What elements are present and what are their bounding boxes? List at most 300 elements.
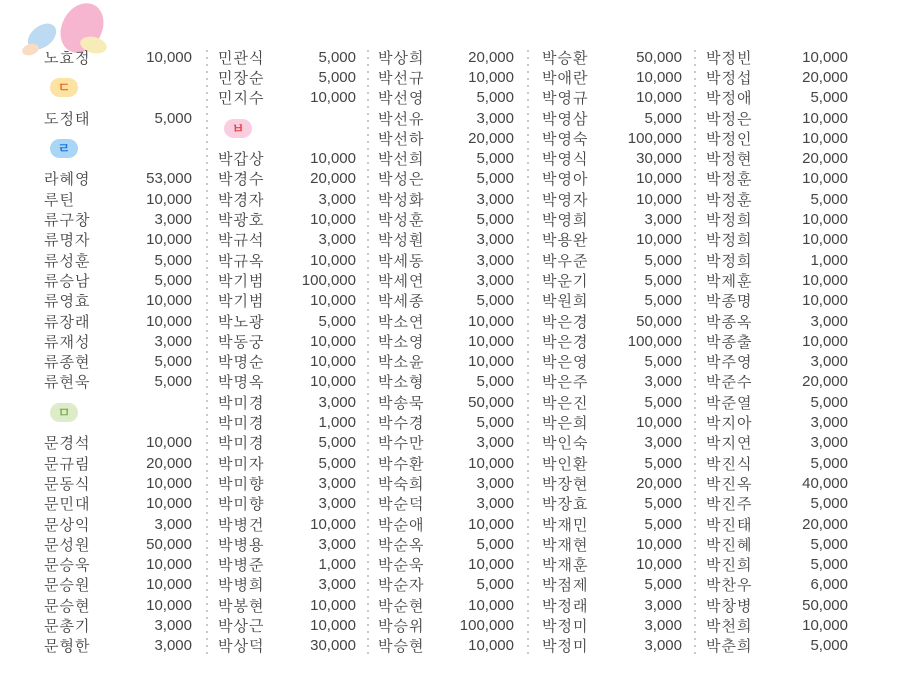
donation-amount: 5,000	[644, 251, 682, 269]
donor-name: 박미자	[218, 455, 265, 473]
donor-row	[542, 270, 682, 290]
donor-row	[378, 372, 514, 392]
donor-row	[542, 230, 682, 250]
donor-row	[542, 169, 682, 189]
dotted-column-separator	[367, 50, 369, 656]
donor-name: 박춘희	[706, 638, 753, 656]
donor-name: 박은희	[542, 415, 589, 433]
donor-name: 박성화	[378, 191, 425, 209]
donation-amount: 3,000	[318, 231, 356, 249]
donation-amount: 10,000	[146, 190, 192, 208]
donation-amount: 10,000	[146, 292, 192, 310]
donation-amount: 10,000	[310, 617, 356, 635]
donor-row	[218, 149, 356, 169]
donor-name: 박순옥	[378, 536, 425, 554]
section-badge	[44, 67, 192, 108]
donor-row	[706, 453, 848, 473]
donation-amount: 3,000	[476, 251, 514, 269]
donor-row	[542, 595, 682, 615]
donor-row	[542, 250, 682, 270]
donation-amount: 10,000	[146, 596, 192, 614]
donation-amount: 5,000	[810, 637, 848, 655]
donor-row	[44, 473, 192, 493]
donation-amount: 3,000	[476, 109, 514, 127]
donor-row	[378, 250, 514, 270]
donor-row	[44, 270, 192, 290]
donor-name: 박소윤	[378, 354, 425, 372]
donation-amount: 10,000	[636, 535, 682, 553]
donor-name: 박순현	[378, 597, 425, 615]
donation-amount: 50,000	[636, 48, 682, 66]
donor-name: 박창병	[706, 597, 753, 615]
donation-amount: 10,000	[468, 454, 514, 472]
donation-amount: 5,000	[476, 373, 514, 391]
donor-row	[218, 636, 356, 656]
donor-row	[44, 331, 192, 351]
donor-row	[542, 453, 682, 473]
donor-row	[706, 108, 848, 128]
donation-amount: 10,000	[310, 292, 356, 310]
donor-row	[706, 514, 848, 534]
donor-row	[378, 555, 514, 575]
donor-name: 박명옥	[218, 374, 265, 392]
donor-name: 박정훈	[706, 171, 753, 189]
donation-amount: 10,000	[310, 251, 356, 269]
donor-name: 박은경	[542, 333, 589, 351]
donation-amount: 3,000	[476, 190, 514, 208]
donation-amount: 3,000	[644, 617, 682, 635]
donor-row	[378, 291, 514, 311]
donor-name: 박선희	[378, 151, 425, 169]
donor-name: 박정섭	[706, 69, 753, 87]
donation-amount: 5,000	[318, 48, 356, 66]
donation-amount: 20,000	[802, 68, 848, 86]
donor-name: 문규림	[44, 455, 91, 473]
donation-amount: 5,000	[644, 271, 682, 289]
donor-name: 박상희	[378, 49, 425, 67]
section-badge	[218, 108, 356, 149]
donor-row	[218, 575, 356, 595]
donation-amount: 5,000	[644, 515, 682, 533]
donor-row	[378, 128, 514, 148]
donor-name: 박승환	[542, 49, 589, 67]
donation-amount: 10,000	[636, 414, 682, 432]
donor-name: 박미향	[218, 475, 265, 493]
section-badge	[44, 128, 192, 169]
dotted-column-separator	[527, 50, 529, 656]
donation-amount: 3,000	[318, 393, 356, 411]
donor-name: 박선영	[378, 90, 425, 108]
donor-name: 박순자	[378, 577, 425, 595]
donor-name: 박상근	[218, 618, 265, 636]
donation-amount: 10,000	[146, 312, 192, 330]
donor-name: 박명순	[218, 354, 265, 372]
donor-name: 박수환	[378, 455, 425, 473]
donor-name: 박송묵	[378, 394, 425, 412]
donor-row	[706, 149, 848, 169]
donor-row	[706, 270, 848, 290]
donor-name: 문승원	[44, 577, 91, 595]
donor-row	[44, 189, 192, 209]
donation-amount: 5,000	[810, 556, 848, 574]
donation-amount: 100,000	[459, 617, 514, 635]
donation-amount: 1,000	[810, 251, 848, 269]
donation-amount: 3,000	[476, 231, 514, 249]
donor-row	[706, 311, 848, 331]
donor-row	[218, 230, 356, 250]
donor-name: 박찬우	[706, 577, 753, 595]
donor-name: 박용완	[542, 232, 589, 250]
dotted-column-separator	[694, 50, 696, 656]
donation-amount: 5,000	[644, 109, 682, 127]
donor-row	[706, 209, 848, 229]
donation-amount: 10,000	[802, 271, 848, 289]
donor-name: 박정희	[706, 212, 753, 230]
dotted-column-separator	[206, 50, 208, 656]
donor-row	[218, 291, 356, 311]
donation-amount: 30,000	[310, 637, 356, 655]
donation-amount: 5,000	[476, 414, 514, 432]
donor-row	[706, 636, 848, 656]
donor-name: 박승현	[378, 638, 425, 656]
donation-amount: 10,000	[468, 353, 514, 371]
donor-row	[706, 47, 848, 67]
donation-amount: 5,000	[476, 89, 514, 107]
donation-amount: 20,000	[146, 454, 192, 472]
donor-row	[706, 169, 848, 189]
donor-row	[706, 88, 848, 108]
donation-amount: 100,000	[301, 271, 356, 289]
donation-amount: 20,000	[468, 48, 514, 66]
donor-name: 박기범	[218, 272, 265, 290]
donation-amount: 10,000	[636, 89, 682, 107]
donation-amount: 10,000	[636, 556, 682, 574]
donation-amount: 5,000	[154, 109, 192, 127]
donor-row	[218, 555, 356, 575]
donation-amount: 1,000	[318, 556, 356, 574]
donor-name: 박정애	[706, 90, 753, 108]
donor-row	[218, 514, 356, 534]
donation-amount: 5,000	[644, 454, 682, 472]
donor-name: 박광호	[218, 212, 265, 230]
donation-amount: 10,000	[146, 474, 192, 492]
donor-name: 박재현	[542, 536, 589, 554]
donor-row	[542, 534, 682, 554]
donor-row	[542, 494, 682, 514]
section-badge-label: ㄷ	[50, 78, 78, 97]
donor-name: 박지아	[706, 415, 753, 433]
donor-column	[706, 47, 848, 656]
donor-name: 박은영	[542, 354, 589, 372]
donation-amount: 20,000	[802, 373, 848, 391]
donor-name: 류장래	[44, 313, 91, 331]
donation-amount: 20,000	[802, 150, 848, 168]
donor-column	[542, 47, 682, 656]
donor-name: 민장순	[218, 69, 265, 87]
donor-name: 박상덕	[218, 638, 265, 656]
donor-name: 도정태	[44, 110, 91, 128]
donor-name: 박순애	[378, 516, 425, 534]
donor-row	[44, 209, 192, 229]
donation-amount: 5,000	[810, 89, 848, 107]
donation-amount: 10,000	[468, 556, 514, 574]
donor-row	[542, 331, 682, 351]
donor-row	[706, 534, 848, 554]
donor-name: 박영자	[542, 191, 589, 209]
donor-row	[218, 270, 356, 290]
donor-name: 민관식	[218, 49, 265, 67]
donation-amount: 50,000	[636, 312, 682, 330]
donation-amount: 20,000	[636, 474, 682, 492]
donor-name: 박병준	[218, 557, 265, 575]
donor-name: 박인환	[542, 455, 589, 473]
donor-row	[378, 88, 514, 108]
donation-amount: 10,000	[310, 211, 356, 229]
section-badge-label: ㄹ	[50, 139, 78, 158]
donor-name: 박규옥	[218, 252, 265, 270]
donation-amount: 10,000	[636, 170, 682, 188]
donor-row	[378, 47, 514, 67]
donor-row	[378, 615, 514, 635]
donor-row	[44, 433, 192, 453]
donor-name: 박순덕	[378, 496, 425, 514]
donor-row	[218, 169, 356, 189]
donation-amount: 50,000	[146, 535, 192, 553]
donor-name: 박미경	[218, 394, 265, 412]
donor-row	[542, 128, 682, 148]
donor-name: 박승위	[378, 618, 425, 636]
donation-amount: 5,000	[476, 292, 514, 310]
donation-amount: 5,000	[644, 576, 682, 594]
donor-name: 박성훈	[378, 212, 425, 230]
donation-amount: 5,000	[476, 170, 514, 188]
donor-name: 박진옥	[706, 475, 753, 493]
donation-amount: 5,000	[810, 190, 848, 208]
donor-name: 문총기	[44, 618, 91, 636]
donor-row	[218, 453, 356, 473]
donor-name: 류영효	[44, 293, 91, 311]
donation-amount: 40,000	[802, 474, 848, 492]
donor-row	[706, 67, 848, 87]
donor-name: 박영규	[542, 90, 589, 108]
donor-name: 문성원	[44, 536, 91, 554]
donor-row	[706, 372, 848, 392]
donation-amount: 5,000	[154, 353, 192, 371]
donor-row	[542, 291, 682, 311]
donor-row	[44, 311, 192, 331]
donor-row	[44, 230, 192, 250]
donor-name: 박영숙	[542, 130, 589, 148]
donor-name: 박정빈	[706, 49, 753, 67]
donor-row	[706, 392, 848, 412]
donor-row	[218, 392, 356, 412]
donor-row	[706, 128, 848, 148]
donation-amount: 3,000	[154, 332, 192, 350]
donor-name: 박미향	[218, 496, 265, 514]
donor-row	[218, 352, 356, 372]
donor-row	[378, 595, 514, 615]
donor-name: 박선하	[378, 130, 425, 148]
donor-row	[218, 331, 356, 351]
donation-amount: 5,000	[318, 312, 356, 330]
donation-amount: 5,000	[644, 495, 682, 513]
donor-name: 류현욱	[44, 374, 91, 392]
donor-row	[218, 209, 356, 229]
donation-amount: 50,000	[802, 596, 848, 614]
donor-name: 박정미	[542, 618, 589, 636]
donor-name: 박준수	[706, 374, 753, 392]
donor-name: 박세연	[378, 272, 425, 290]
donor-row	[378, 230, 514, 250]
donation-amount: 10,000	[636, 68, 682, 86]
donor-row	[218, 615, 356, 635]
donor-row	[706, 433, 848, 453]
donor-row	[542, 149, 682, 169]
donor-name: 문경석	[44, 435, 91, 453]
donor-name: 박수경	[378, 415, 425, 433]
donor-name: 류재성	[44, 333, 91, 351]
donor-row	[542, 352, 682, 372]
donor-row	[542, 473, 682, 493]
donor-name: 박갑상	[218, 151, 265, 169]
donation-amount: 10,000	[310, 150, 356, 168]
donation-amount: 1,000	[318, 414, 356, 432]
donor-name: 박봉현	[218, 597, 265, 615]
donor-name: 박정래	[542, 597, 589, 615]
donor-row	[706, 352, 848, 372]
donor-row	[218, 372, 356, 392]
donor-row	[378, 392, 514, 412]
donor-row	[218, 534, 356, 554]
donation-amount: 10,000	[802, 332, 848, 350]
donor-name: 루틴	[44, 191, 75, 209]
donor-name: 박영희	[542, 212, 589, 230]
donor-name: 류성훈	[44, 252, 91, 270]
donor-row	[44, 514, 192, 534]
donor-row	[378, 494, 514, 514]
donation-amount: 3,000	[318, 535, 356, 553]
donor-name: 박영아	[542, 171, 589, 189]
donation-amount: 3,000	[154, 637, 192, 655]
donor-name: 박종옥	[706, 313, 753, 331]
donation-amount: 3,000	[318, 576, 356, 594]
donor-row	[218, 433, 356, 453]
donor-name: 박병용	[218, 536, 265, 554]
donor-name: 박노광	[218, 313, 265, 331]
donation-amount: 3,000	[318, 495, 356, 513]
donor-row	[542, 555, 682, 575]
donor-row	[378, 209, 514, 229]
donation-amount: 5,000	[810, 535, 848, 553]
donor-row	[378, 352, 514, 372]
donor-name: 박미경	[218, 415, 265, 433]
donor-row	[378, 412, 514, 432]
donor-name: 박재민	[542, 516, 589, 534]
donor-row	[44, 291, 192, 311]
donor-name: 박지연	[706, 435, 753, 453]
donor-name: 박동궁	[218, 333, 265, 351]
donor-row	[378, 636, 514, 656]
donor-row	[44, 615, 192, 635]
donor-name: 박소영	[378, 333, 425, 351]
donation-amount: 10,000	[310, 596, 356, 614]
donor-name: 박숙희	[378, 475, 425, 493]
donation-amount: 3,000	[476, 434, 514, 452]
donor-row	[542, 47, 682, 67]
donor-row	[706, 555, 848, 575]
donor-row	[542, 433, 682, 453]
donation-amount: 3,000	[644, 434, 682, 452]
donor-name: 박장현	[542, 475, 589, 493]
donor-name: 박경자	[218, 191, 265, 209]
donation-amount: 5,000	[154, 271, 192, 289]
donor-name: 박정미	[542, 638, 589, 656]
donor-row	[378, 453, 514, 473]
donor-name: 박정희	[706, 252, 753, 270]
donor-row	[44, 494, 192, 514]
donation-amount: 20,000	[802, 515, 848, 533]
donation-amount: 10,000	[802, 129, 848, 147]
donor-row	[542, 189, 682, 209]
donation-amount: 3,000	[318, 474, 356, 492]
donation-amount: 10,000	[802, 231, 848, 249]
donor-row	[378, 149, 514, 169]
donor-name: 박종출	[706, 333, 753, 351]
donation-amount: 10,000	[146, 231, 192, 249]
donation-amount: 30,000	[636, 150, 682, 168]
donor-row	[378, 67, 514, 87]
donation-amount: 3,000	[810, 353, 848, 371]
donor-name: 박제훈	[706, 272, 753, 290]
donor-row	[218, 595, 356, 615]
donation-amount: 3,000	[810, 312, 848, 330]
donor-name: 박병건	[218, 516, 265, 534]
donor-column	[218, 47, 356, 656]
donation-amount: 10,000	[802, 170, 848, 188]
donation-amount: 10,000	[310, 89, 356, 107]
donor-row	[218, 473, 356, 493]
donor-row	[44, 595, 192, 615]
donation-amount: 3,000	[318, 190, 356, 208]
donor-name: 박정은	[706, 110, 753, 128]
donation-amount: 10,000	[310, 353, 356, 371]
donation-amount: 5,000	[154, 251, 192, 269]
section-badge-label: ㅂ	[224, 119, 252, 138]
section-badge-label: ㅁ	[50, 403, 78, 422]
donation-amount: 3,000	[810, 414, 848, 432]
donor-row	[44, 47, 192, 67]
donor-name: 문민대	[44, 496, 91, 514]
donation-amount: 5,000	[644, 292, 682, 310]
donation-amount: 10,000	[468, 515, 514, 533]
donor-name: 박진희	[706, 557, 753, 575]
donation-amount: 10,000	[310, 373, 356, 391]
donor-row	[706, 494, 848, 514]
donor-name: 박병희	[218, 577, 265, 595]
donor-name: 박정현	[706, 151, 753, 169]
donor-row	[378, 575, 514, 595]
donor-name: 박정인	[706, 130, 753, 148]
donor-name: 문상익	[44, 516, 91, 534]
donor-name: 박영삼	[542, 110, 589, 128]
donor-name: 박우준	[542, 252, 589, 270]
donation-amount: 10,000	[146, 556, 192, 574]
donor-name: 박세종	[378, 293, 425, 311]
donor-name: 박재훈	[542, 557, 589, 575]
donor-name: 박은경	[542, 313, 589, 331]
donor-row	[44, 575, 192, 595]
donor-row	[706, 230, 848, 250]
